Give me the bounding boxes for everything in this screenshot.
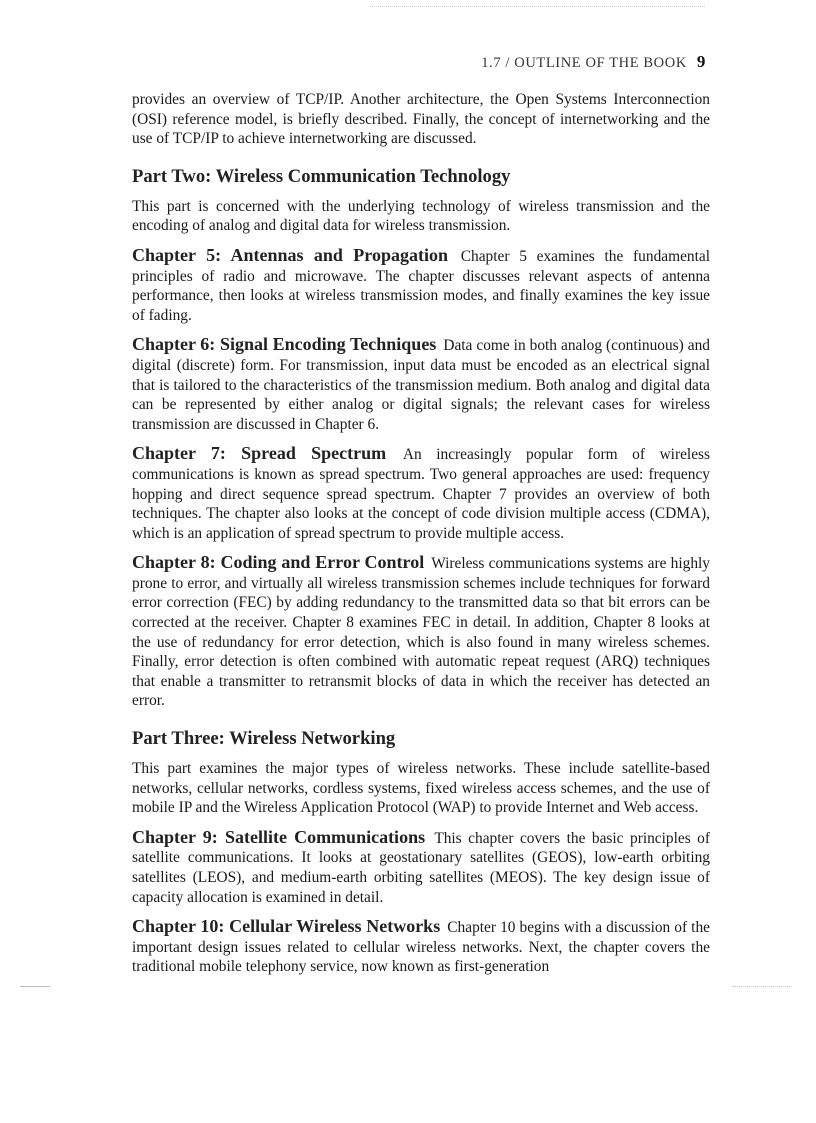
part-two-intro: This part is concerned with the underlying technology of wireless transmission and the encoding of analog and digital data for wireless transmission.: [132, 197, 710, 235]
scan-artifact-left: [20, 986, 50, 987]
chapter-9-text: This chapter covers the basic principles of satellite communications. It looks at geostationary satellites (GEOS), low-earth orbiting satellites (LEOS), and medium-earth orbiting satellites (MEOS). The key design issue of capacity allocation is examined in detail.: [132, 829, 711, 906]
scan-artifact-top: [370, 6, 705, 7]
part-two-heading: Part Two: Wireless Communication Technology: [132, 165, 511, 187]
chapter-6-paragraph: [132, 335, 710, 434]
chapter-5-title: Chapter 5: Antennas and Propagation: [132, 244, 448, 265]
chapter-8-title: Chapter 8: Coding and Error Control: [132, 552, 425, 573]
chapter-7-title: Chapter 7: Spread Spectrum: [132, 443, 387, 464]
chapter-6-text: Data come in both analog (continuous) and digital (discrete) form. For transmission, input data must be encoded as an electrical signal that is tailored to the characteristics of the transmission medium. Both analog and digital data can be represented by either analog or digital signals; the relevant cases for wireless transmission are discussed in Chapter 6.: [132, 337, 711, 433]
running-head: [481, 52, 706, 72]
chapter-10-title: Chapter 10: Cellular Wireless Networks: [132, 916, 441, 937]
part-three-intro: This part examines the major types of wireless networks. These include satellite-based networks, cellular networks, cordless systems, fixed wireless access schemes, and the use of mobile IP and the Wireless Application Protocol (WAP) to provide Internet and Web access.: [132, 760, 710, 817]
chapter-9-paragraph: [132, 828, 710, 907]
chapter-8-paragraph: [132, 553, 710, 711]
chapter-8-text: Wireless communications systems are highly prone to error, and virtually all wireless transmission schemes include techniques for forward error correction (FEC) by adding redundancy to the transmitted data so that bit errors can be corrected at the receiver. Chapter 8 examines FEC in detail. In addition, Chapter 8 looks at the use of redundancy for error detection, which is also found in many wireless schemes. Finally, error detection is often combined with automatic repeat request (ARQ) techniques that enable a transmitter to retransmit blocks of data in which the receiver has detected an error.: [132, 555, 710, 710]
chapter-10-paragraph: [132, 917, 710, 977]
chapter-5-paragraph: [132, 246, 710, 325]
chapter-6-title: Chapter 6: Signal Encoding Techniques: [132, 334, 437, 355]
page-body: [132, 90, 710, 977]
part-three-heading: Part Three: Wireless Networking: [132, 728, 396, 750]
chapter-5-text: Chapter 5 examines the fundamental principles of radio and microwave. The chapter discusses relevant aspects of antenna performance, then looks at wireless transmission modes, and finally examines the key issue of fading.: [132, 247, 710, 324]
chapter-7-paragraph: [132, 444, 710, 543]
intro-paragraph: provides an overview of TCP/IP. Another architecture, the Open Systems Interconnection (OSI) reference model, is briefly described. Finally, the concept of internetworking and the use of TCP/IP to achieve internetworking are discussed.: [132, 91, 710, 148]
chapter-7-text: An increasingly popular form of wireless communications is known as spread spectrum. Two general approaches are used: frequency hopping and direct sequence spread spectrum. Chapter 7 provides an overview of both techniques. The chapter also looks at the concept of code division multiple access (CDMA), which is an application of spread spectrum to provide multiple access.: [132, 446, 711, 542]
chapter-9-title: Chapter 9: Satellite Communications: [132, 826, 426, 847]
page-number: 9: [696, 52, 706, 71]
scan-artifact-right: [732, 986, 792, 987]
chapter-10-text: Chapter 10 begins with a discussion of the important design issues related to cellular wireless networks. Next, the chapter covers the traditional mobile telephony service, now known as first-generation: [132, 919, 710, 976]
running-head-section: 1.7 / OUTLINE OF THE BOOK: [481, 55, 687, 71]
